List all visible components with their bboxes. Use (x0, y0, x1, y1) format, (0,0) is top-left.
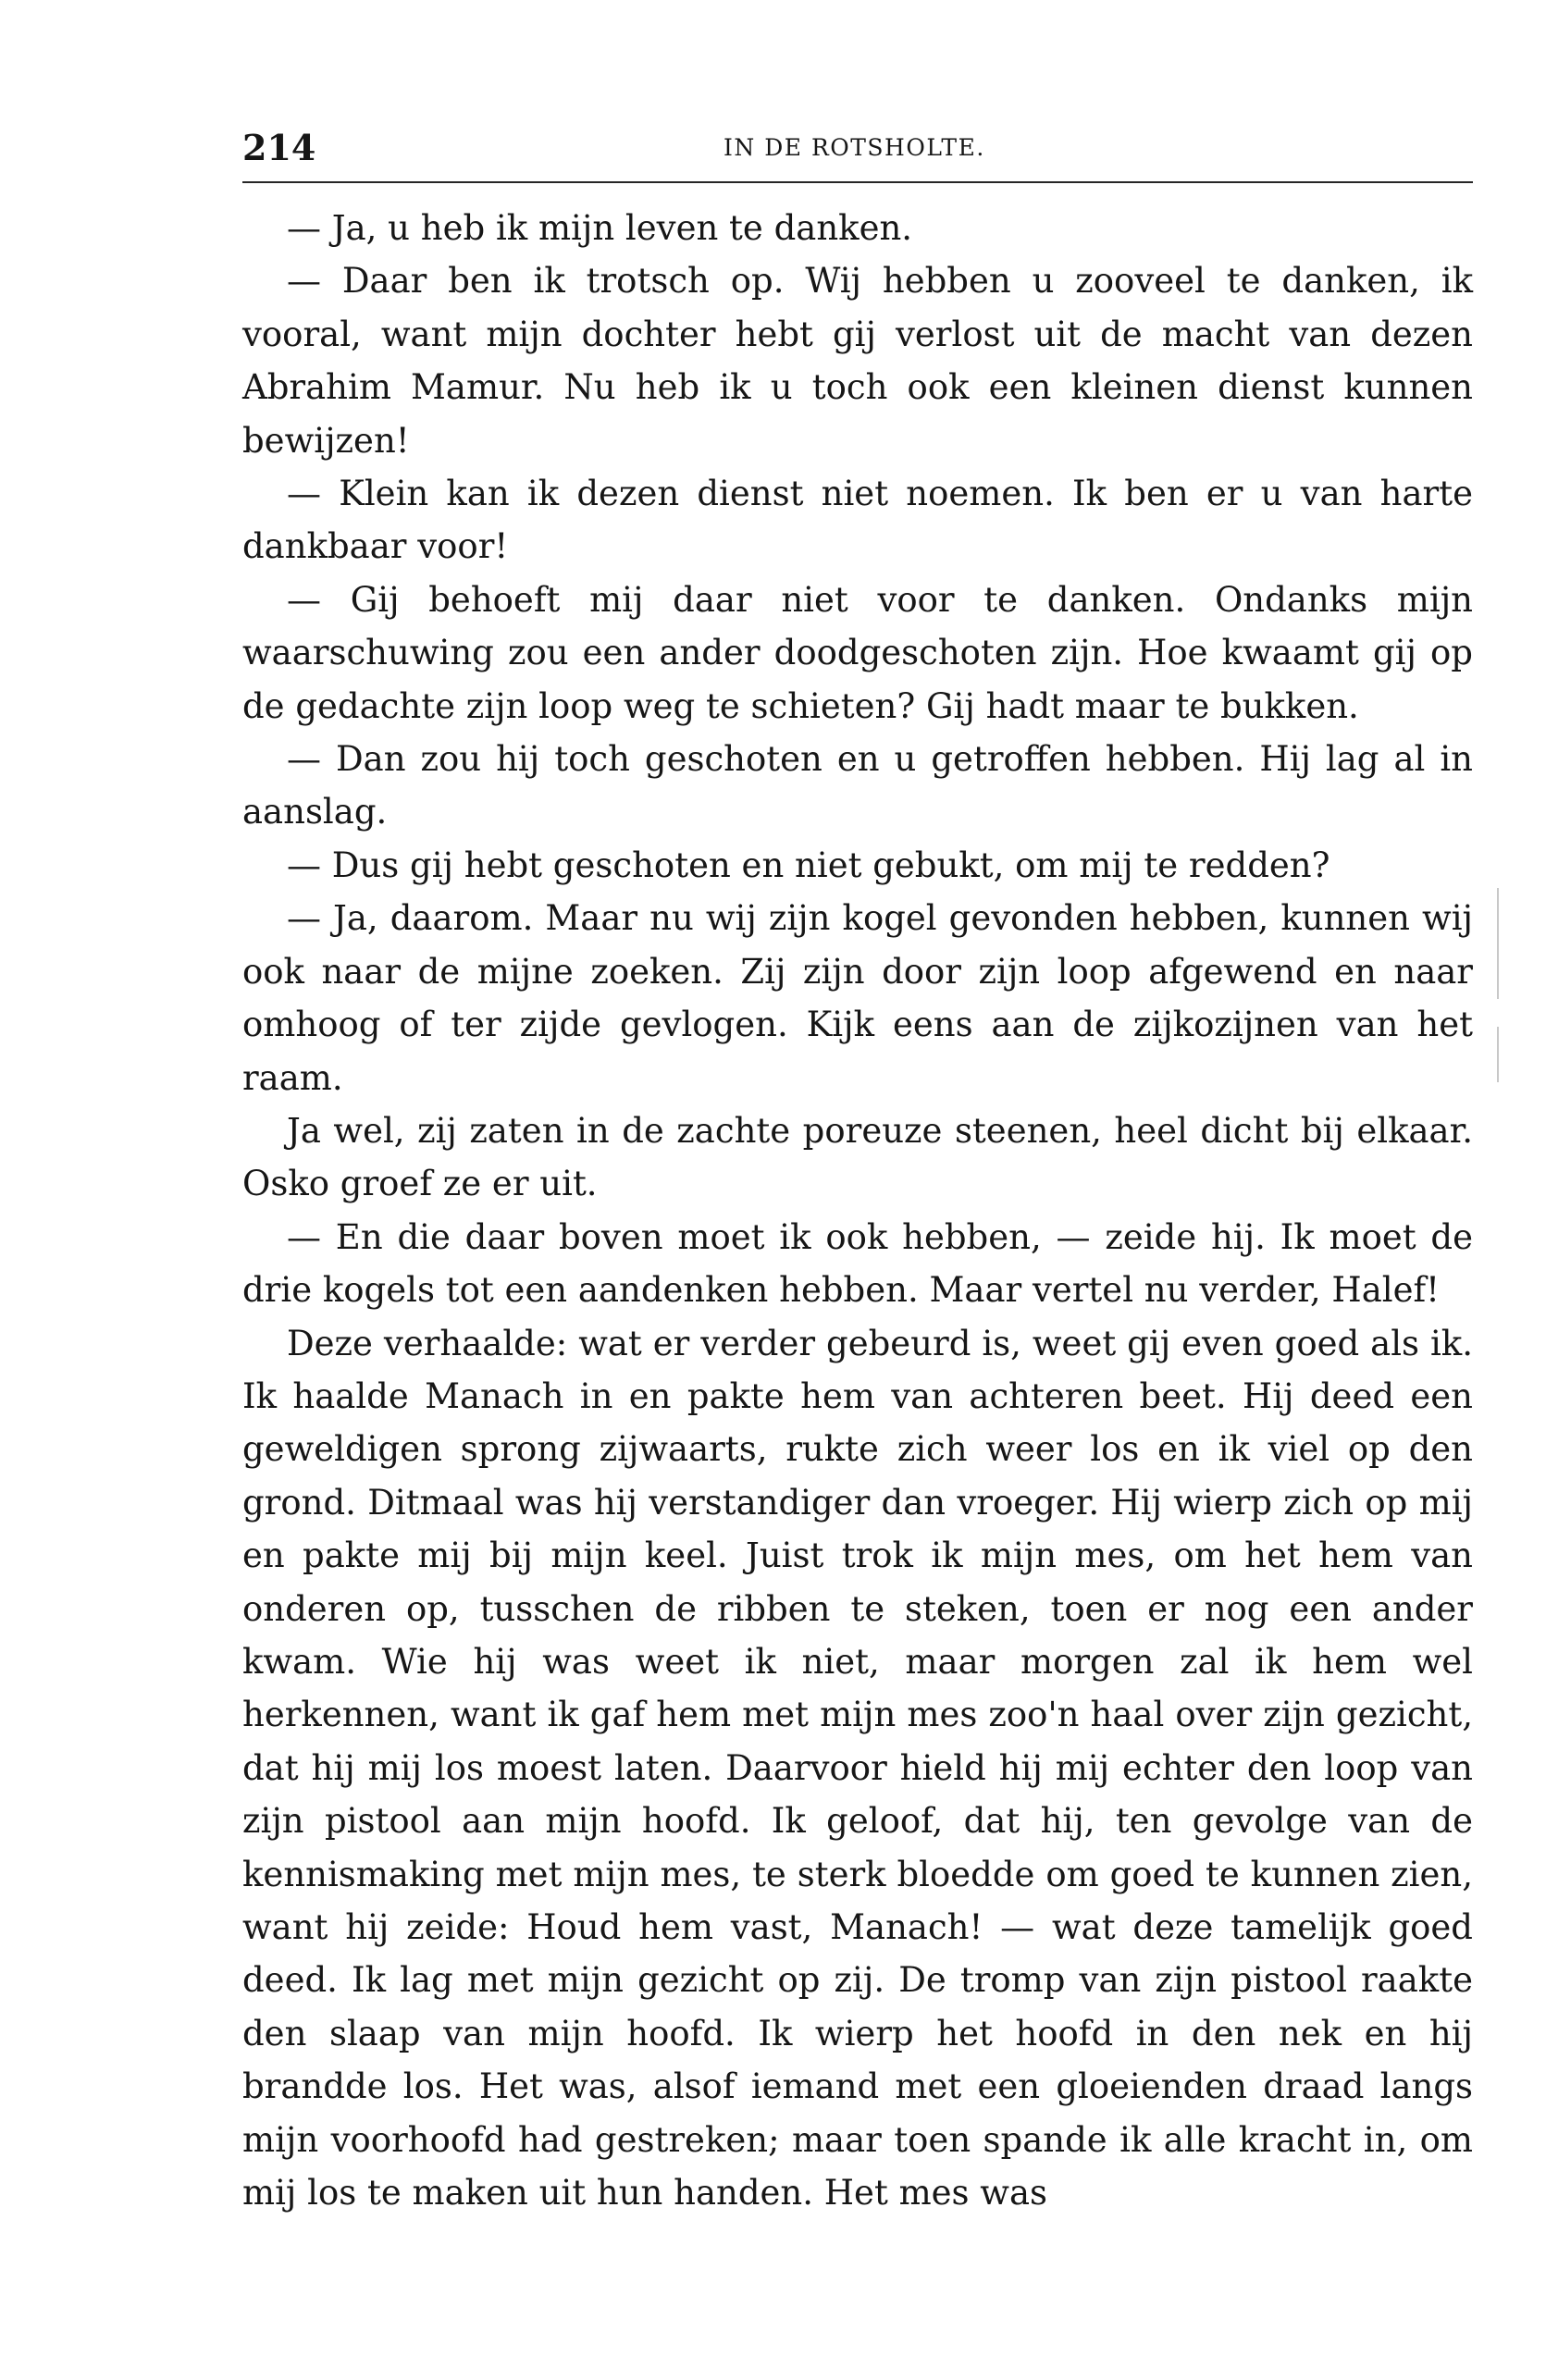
page-number: 214 (242, 127, 316, 168)
body-text (242, 202, 1473, 2219)
paragraph: — Ja, u heb ik mijn leven te danken. (287, 208, 913, 248)
paragraph: Deze verhaalde: wat er verder gebeurd is, weet gij even goed als ik. Ik haalde Manach in en pakte hem van achteren beet. Hij deed een geweldigen sprong zijwaarts, rukte zich weer los en ik viel op den grond. Ditmaal was hij verstandiger dan vroeger. Hij wierp zich op mij en pakte mij bij mijn keel. Juist trok ik mijn mes, om het hem van onderen op, tusschen de ribben te steken, toen er nog een ander kwam. Wie hij was weet ik niet, maar morgen zal ik hem wel herkennen, want ik gaf hem met mijn mes zoo'n haal over zijn gezicht, dat hij mij los moest laten. Daarvoor hield hij mij echter den loop van zijn pistool aan mijn hoofd. Ik geloof, dat hij, ten gevolge van de kennismaking met mijn mes, te sterk bloedde om goed te kunnen zien, want hij zeide: Houd hem vast, Manach! — wat deze tamelijk goed deed. Ik lag met mijn gezicht op zij. De tromp van zijn pistool raakte den slaap van mijn hoofd. Ik wierp het hoofd in den nek en hij brandde los. Het was, alsof iemand met een gloeienden draad langs mijn voorhoofd had gestreken; maar toen spande ik alle kracht in, om mij los te maken uit hun handen. Het mes was (242, 1323, 1473, 2214)
paragraph: — Dus gij hebt geschoten en niet gebukt, om mij te redden? (287, 845, 1330, 885)
paragraph: — Gij behoeft mij daar niet voor te danken. Ondanks mijn waarschuwing zou een ander doodgeschoten zijn. Hoe kwaamt gij op de gedachte zijn loop weg te schieten? Gij hadt maar te bukken. (242, 579, 1473, 726)
page-edge-mark (1497, 888, 1499, 999)
running-title: IN DE ROTSHOLTE. (724, 134, 985, 161)
paragraph: — En die daar boven moet ik ook hebben, — zeide hij. Ik moet de drie kogels tot een aandenken hebben. Maar vertel nu verder, Halef! (242, 1216, 1473, 1311)
page-edge-mark (1497, 1027, 1499, 1082)
page-header (242, 118, 1473, 178)
paragraph: — Dan zou hij toch geschoten en u getroffen hebben. Hij lag al in aanslag. (242, 739, 1473, 832)
paragraph: — Klein kan ik dezen dienst niet noemen. Ik ben er u van harte dankbaar voor! (242, 474, 1473, 567)
paragraph: — Daar ben ik trotsch op. Wij hebben u zooveel te danken, ik vooral, want mijn dochter hebt gij verlost uit de macht van dezen Abrahim Mamur. Nu heb ik u toch ook een kleinen dienst kunnen bewijzen! (242, 261, 1473, 461)
header-rule (242, 181, 1473, 183)
paragraph: — Ja, daarom. Maar nu wij zijn kogel gevonden hebben, kunnen wij ook naar de mijne zoeken. Zij zijn door zijn loop afgewend en naar omhoog of ter zijde gevlogen. Kijk eens aan de zijkozijnen van het raam. (242, 898, 1473, 1098)
paragraph: Ja wel, zij zaten in de zachte poreuze steenen, heel dicht bij elkaar. Osko groef ze er uit. (242, 1110, 1473, 1204)
